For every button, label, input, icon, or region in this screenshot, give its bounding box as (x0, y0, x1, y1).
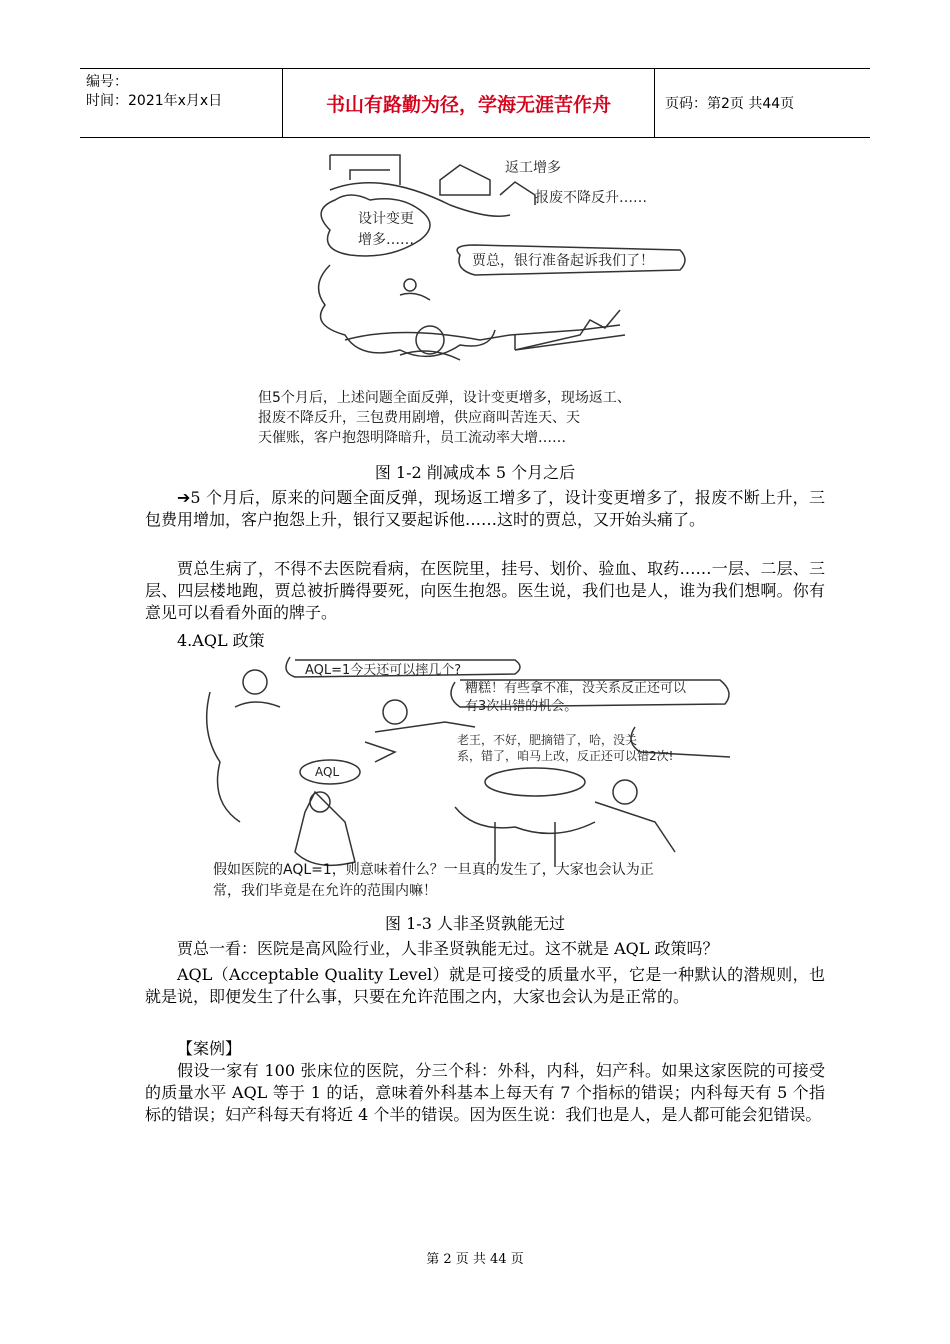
bubble-scrap: 报废不降反升…… (535, 190, 647, 206)
header-page-info: 页码：第2页 共44页 (665, 96, 795, 112)
paragraph-1: ➔5 个月后，原来的问题全面反弹，现场返工增多了，设计变更增多了，报废不断上升，三包费用增加，客户抱怨上升，银行又要起诉他……这时的贾总，又开始头痛了。 (145, 488, 825, 529)
bubble-aql-sign: AQL (315, 765, 340, 779)
figure-aql-cartoon (195, 652, 735, 902)
cartoon-illustration-2 (195, 652, 735, 902)
paragraph-4: AQL（Acceptable Quality Level）就是可接受的质量水平，它是一种默认的潜规则，也就是说，即便发生了什么事，只要在允许范围之内，大家也会认为是正常的。 (145, 965, 825, 1006)
figure2-caption: 图 1-3 人非圣贤孰能无过 (385, 914, 565, 933)
figure-cost-cutting-cartoon (250, 150, 690, 448)
figure1-text-line-1: 但5个月后，上述问题全面反弹，设计变更增多，现场返工、 (258, 390, 631, 406)
figure2-text-line-2: 常，我们毕竟是在允许的范围内嘛！ (213, 883, 437, 899)
time-label: 时间：2021年x月x日 (86, 93, 223, 109)
figure2-text-line-1: 假如医院的AQL=1，则意味着什么？一旦真的发生了，大家也会认为正 (213, 862, 654, 878)
number-label: 编号： (86, 74, 128, 90)
paragraph-5: 假设一家有 100 张床位的医院，分三个科：外科，内科，妇产科。如果这家医院的可接受的质量水平 AQL 等于 1 的话，意味着外科基本上每天有 7 个指标的错误；内科每天有 5 个指标的错误；妇产科每天有将近 4 个半的错误。因为医生说：我们也是人，是人都可能会犯错误。 (145, 1061, 825, 1124)
case-label: 【案例】 (177, 1039, 242, 1058)
header-meta (80, 69, 283, 137)
page-header (80, 68, 870, 138)
page-footer: 第 2 页 共 44 页 (426, 1252, 524, 1267)
section-heading-aql: 4.AQL 政策 (177, 631, 265, 650)
bubble-design-change-more: 增多…… (358, 232, 414, 248)
bubble-bank-sue: 贾总，银行准备起诉我们了！ (472, 253, 654, 269)
paragraph-3: 贾总一看：医院是高风险行业，人非圣贤孰能无过。这不就是 AQL 政策吗？ (177, 939, 719, 958)
bubble-wang-1: 老王，不好，肥摘错了，哈，没关 (457, 733, 638, 747)
figure1-text-line-3: 天催账，客户抱怨明降暗升，员工流动率大增…… (258, 430, 566, 446)
bubble-uncertain-1: 糟糕！有些拿不准，没关系反正还可以 (465, 681, 687, 696)
figure1-caption: 图 1-2 削减成本 5 个月之后 (374, 463, 576, 482)
header-motto: 书山有路勤为径，学海无涯苦作舟 (283, 69, 655, 137)
cartoon-illustration-1 (250, 150, 690, 448)
paragraph-2: 贾总生病了，不得不去医院看病，在医院里，挂号、划价、验血、取药……一层、二层、三层、四层楼地跑，贾总被折腾得要死，向医生抱怨。医生说，我们也是人，谁为我们想啊。你有意见可以看看外面的牌子。 (145, 559, 825, 622)
figure1-text-line-2: 报废不降反升，三包费用剧增，供应商叫苦连天、天 (258, 410, 580, 426)
bubble-rework: 返工增多 (505, 160, 561, 176)
bubble-uncertain-2: 有3次出错的机会。 (465, 699, 578, 714)
bubble-wang-2: 系，错了，咱马上改，反正还可以错2次! (457, 749, 674, 763)
bubble-aql-today: AQL=1今天还可以摔几个? (305, 663, 462, 678)
bubble-design-change: 设计变更 (358, 211, 414, 227)
